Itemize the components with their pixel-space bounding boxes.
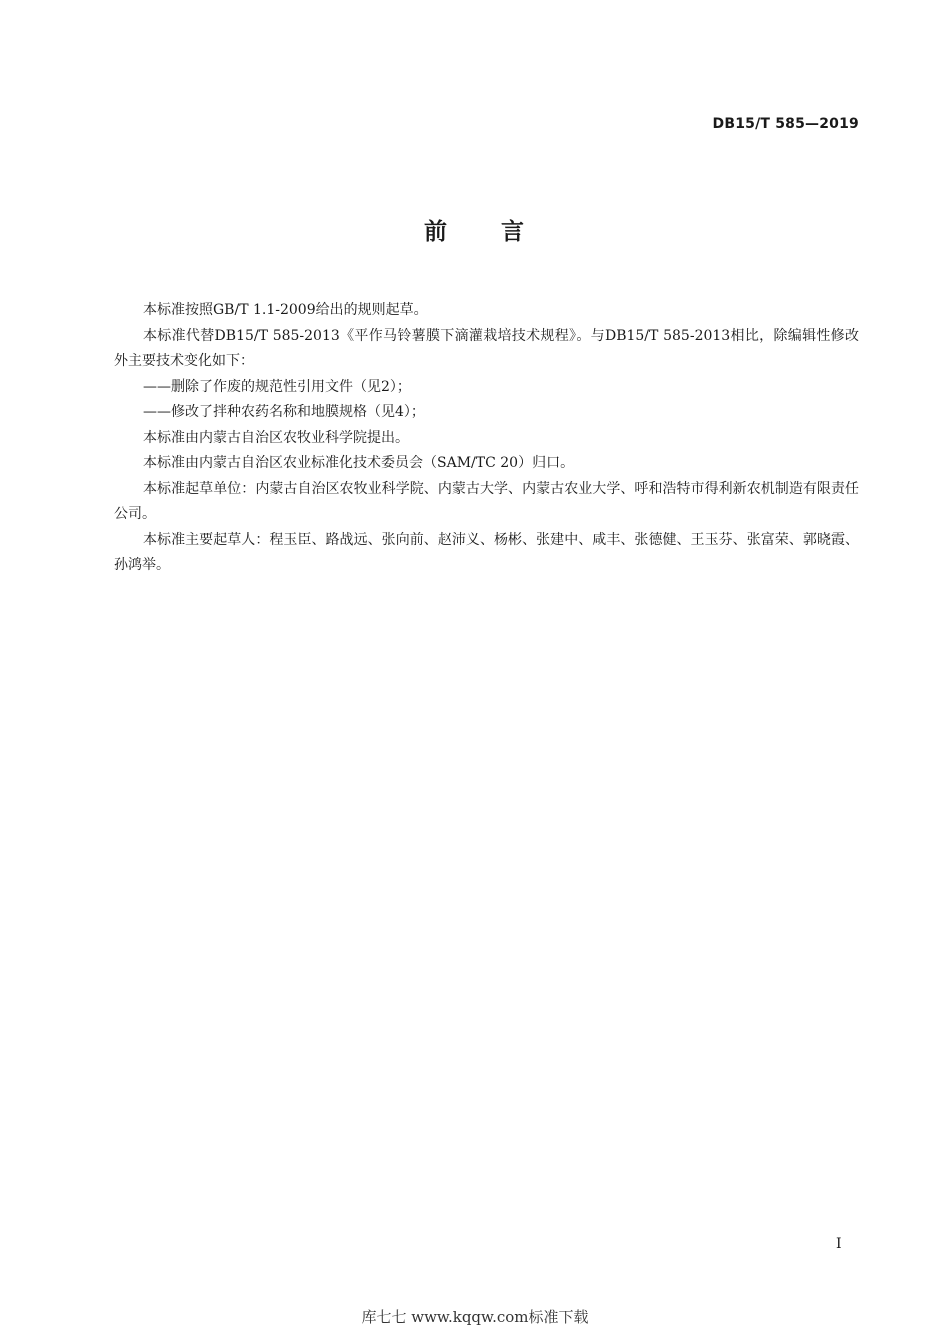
title-char-1: 前 [424, 219, 449, 245]
paragraph-drafting-units: 本标准起草单位：内蒙古自治区农牧业科学院、内蒙古大学、内蒙古农业大学、呼和浩特市得利新农机制造有限责任公司。 [114, 480, 859, 522]
title-char-2: 言 [501, 219, 526, 245]
watermark-text: 库七七 www.kqqw.com标准下载 [361, 1308, 589, 1326]
page-title [0, 213, 950, 246]
paragraph-drafters: 本标准主要起草人：程玉臣、路战远、张向前、赵沛义、杨彬、张建中、咸丰、张德健、王玉芬、张富荣、郭晓霞、孙鸿举。 [114, 531, 859, 573]
paragraph-replacement: 本标准代替DB15/T 585-2013《平作马铃薯膜下滴灌栽培技术规程》。与DB15/T 585-2013相比，除编辑性修改外主要技术变化如下： [114, 327, 859, 369]
paragraph-centralized: 本标准由内蒙古自治区农业标准化技术委员会（SAM/TC 20）归口。 [143, 455, 575, 471]
foreword-body [114, 298, 859, 579]
paragraph-proposer: 本标准由内蒙古自治区农牧业科学院提出。 [143, 429, 409, 446]
paragraph-drafting-rule: 本标准按照GB/T 1.1-2009给出的规则起草。 [143, 302, 428, 318]
standard-code: DB15/T 585—2019 [712, 116, 859, 132]
change-item-1: ——删除了作废的规范性引用文件（见2）； [143, 378, 411, 395]
page-number: I [836, 1236, 842, 1252]
change-item-2: ——修改了拌种农药名称和地膜规格（见4）； [143, 404, 425, 420]
